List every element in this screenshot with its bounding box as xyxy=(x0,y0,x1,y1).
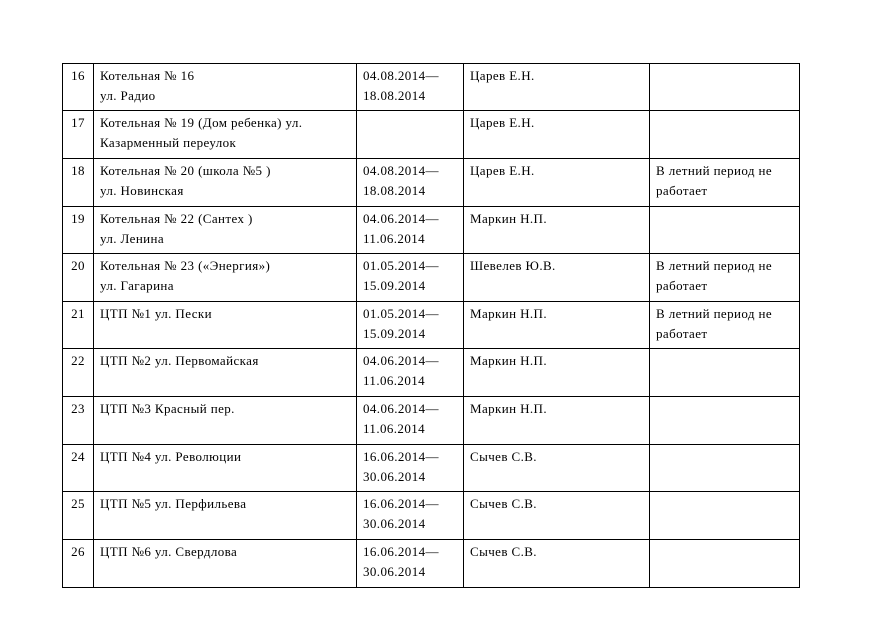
facility-cell xyxy=(94,159,357,207)
period-cell xyxy=(357,111,464,159)
table-row xyxy=(63,397,800,445)
facility-cell xyxy=(94,111,357,159)
period-start: 04.08.2014— xyxy=(363,163,439,178)
period-cell xyxy=(357,207,464,254)
responsible-person-cell xyxy=(464,445,650,492)
note-cell xyxy=(650,64,800,111)
note-line: работает xyxy=(656,277,708,293)
row-number: 16 xyxy=(71,68,85,83)
row-number-cell xyxy=(63,349,94,397)
responsible-person-cell xyxy=(464,254,650,302)
period-start: 04.06.2014— xyxy=(363,353,439,368)
row-number-cell xyxy=(63,207,94,254)
row-number: 18 xyxy=(71,163,85,178)
period-end: 30.06.2014 xyxy=(363,515,426,531)
responsible-person: Маркин Н.П. xyxy=(470,401,547,416)
note-cell xyxy=(650,254,800,302)
row-number: 20 xyxy=(71,258,85,273)
period-start: 04.06.2014— xyxy=(363,211,439,226)
table-row xyxy=(63,445,800,492)
schedule-table xyxy=(62,63,800,588)
facility-address-line: ул. Радио xyxy=(100,87,156,103)
responsible-person-cell xyxy=(464,302,650,349)
row-number: 24 xyxy=(71,449,85,464)
responsible-person-cell xyxy=(464,64,650,111)
period-cell xyxy=(357,159,464,207)
responsible-person-cell xyxy=(464,111,650,159)
facility-name-line: Котельная № 19 (Дом ребенка) ул. xyxy=(100,115,303,130)
facility-name-line: ЦТП №2 ул. Первомайская xyxy=(100,353,259,368)
note-line: В летний период не xyxy=(656,306,773,321)
facility-cell xyxy=(94,349,357,397)
table-row xyxy=(63,111,800,159)
table-row xyxy=(63,254,800,302)
responsible-person: Сычев С.В. xyxy=(470,544,537,559)
schedule-table-body xyxy=(63,64,800,588)
row-number-cell xyxy=(63,540,94,588)
row-number-cell xyxy=(63,302,94,349)
facility-cell xyxy=(94,207,357,254)
note-line: В летний период не xyxy=(656,258,773,273)
period-start: 04.06.2014— xyxy=(363,401,439,416)
note-cell xyxy=(650,111,800,159)
row-number: 23 xyxy=(71,401,85,416)
row-number-cell xyxy=(63,111,94,159)
facility-name-line: ЦТП №5 ул. Перфильева xyxy=(100,496,247,511)
period-cell xyxy=(357,397,464,445)
note-cell xyxy=(650,540,800,588)
table-row xyxy=(63,64,800,111)
period-start: 01.05.2014— xyxy=(363,258,439,273)
note-cell xyxy=(650,445,800,492)
table-row xyxy=(63,492,800,540)
note-cell xyxy=(650,302,800,349)
period-start: 04.08.2014— xyxy=(363,68,439,83)
table-row xyxy=(63,302,800,349)
responsible-person: Царев Е.Н. xyxy=(470,68,535,83)
period-end: 15.09.2014 xyxy=(363,277,426,293)
note-cell xyxy=(650,492,800,540)
period-cell xyxy=(357,540,464,588)
table-row xyxy=(63,540,800,588)
period-end: 18.08.2014 xyxy=(363,87,426,103)
responsible-person-cell xyxy=(464,397,650,445)
note-line: В летний период не xyxy=(656,163,773,178)
facility-name-line: ЦТП №4 ул. Революции xyxy=(100,449,242,464)
period-cell xyxy=(357,349,464,397)
row-number-cell xyxy=(63,397,94,445)
facility-cell xyxy=(94,445,357,492)
row-number-cell xyxy=(63,64,94,111)
period-start: 16.06.2014— xyxy=(363,496,439,511)
facility-cell xyxy=(94,302,357,349)
period-cell xyxy=(357,64,464,111)
facility-cell xyxy=(94,492,357,540)
period-end: 30.06.2014 xyxy=(363,563,426,579)
period-end: 11.06.2014 xyxy=(363,372,426,388)
period-end: 15.09.2014 xyxy=(363,325,426,341)
responsible-person-cell xyxy=(464,159,650,207)
responsible-person: Маркин Н.П. xyxy=(470,353,547,368)
responsible-person-cell xyxy=(464,540,650,588)
facility-cell xyxy=(94,397,357,445)
note-line: работает xyxy=(656,325,708,341)
responsible-person-cell xyxy=(464,349,650,397)
table-row xyxy=(63,159,800,207)
period-cell xyxy=(357,445,464,492)
facility-name-line: ЦТП №6 ул. Свердлова xyxy=(100,544,238,559)
facility-name-line: Котельная № 20 (школа №5 ) xyxy=(100,163,271,178)
period-end: 30.06.2014 xyxy=(363,468,426,484)
responsible-person: Сычев С.В. xyxy=(470,496,537,511)
row-number-cell xyxy=(63,159,94,207)
row-number-cell xyxy=(63,492,94,540)
period-end: 11.06.2014 xyxy=(363,420,426,436)
facility-cell xyxy=(94,540,357,588)
facility-cell xyxy=(94,254,357,302)
note-line: работает xyxy=(656,182,708,198)
facility-address-line: ул. Новинская xyxy=(100,182,184,198)
period-cell xyxy=(357,492,464,540)
note-cell xyxy=(650,349,800,397)
period-start: 01.05.2014— xyxy=(363,306,439,321)
responsible-person: Царев Е.Н. xyxy=(470,163,535,178)
period-cell xyxy=(357,254,464,302)
period-end: 11.06.2014 xyxy=(363,230,426,246)
responsible-person: Сычев С.В. xyxy=(470,449,537,464)
responsible-person: Маркин Н.П. xyxy=(470,306,547,321)
row-number: 17 xyxy=(71,115,85,130)
facility-name-line: Котельная № 22 (Сантех ) xyxy=(100,211,253,226)
responsible-person-cell xyxy=(464,492,650,540)
note-cell xyxy=(650,159,800,207)
responsible-person-cell xyxy=(464,207,650,254)
facility-address-line: ул. Ленина xyxy=(100,230,165,246)
period-start: 16.06.2014— xyxy=(363,449,439,464)
facility-name-line: ЦТП №1 ул. Пески xyxy=(100,306,212,321)
period-start: 16.06.2014— xyxy=(363,544,439,559)
row-number: 25 xyxy=(71,496,85,511)
note-cell xyxy=(650,397,800,445)
row-number: 21 xyxy=(71,306,85,321)
facility-address-line: Казарменный переулок xyxy=(100,134,237,150)
responsible-person: Царев Е.Н. xyxy=(470,115,535,130)
facility-name-line: Котельная № 23 («Энергия») xyxy=(100,258,271,273)
table-row xyxy=(63,207,800,254)
responsible-person: Шевелев Ю.В. xyxy=(470,258,556,273)
row-number: 19 xyxy=(71,211,85,226)
facility-name-line: ЦТП №3 Красный пер. xyxy=(100,401,235,416)
row-number: 22 xyxy=(71,353,85,368)
facility-cell xyxy=(94,64,357,111)
row-number-cell xyxy=(63,254,94,302)
facility-name-line: Котельная № 16 xyxy=(100,68,195,83)
period-cell xyxy=(357,302,464,349)
period-end: 18.08.2014 xyxy=(363,182,426,198)
row-number-cell xyxy=(63,445,94,492)
row-number: 26 xyxy=(71,544,85,559)
responsible-person: Маркин Н.П. xyxy=(470,211,547,226)
table-row xyxy=(63,349,800,397)
facility-address-line: ул. Гагарина xyxy=(100,277,174,293)
note-cell xyxy=(650,207,800,254)
